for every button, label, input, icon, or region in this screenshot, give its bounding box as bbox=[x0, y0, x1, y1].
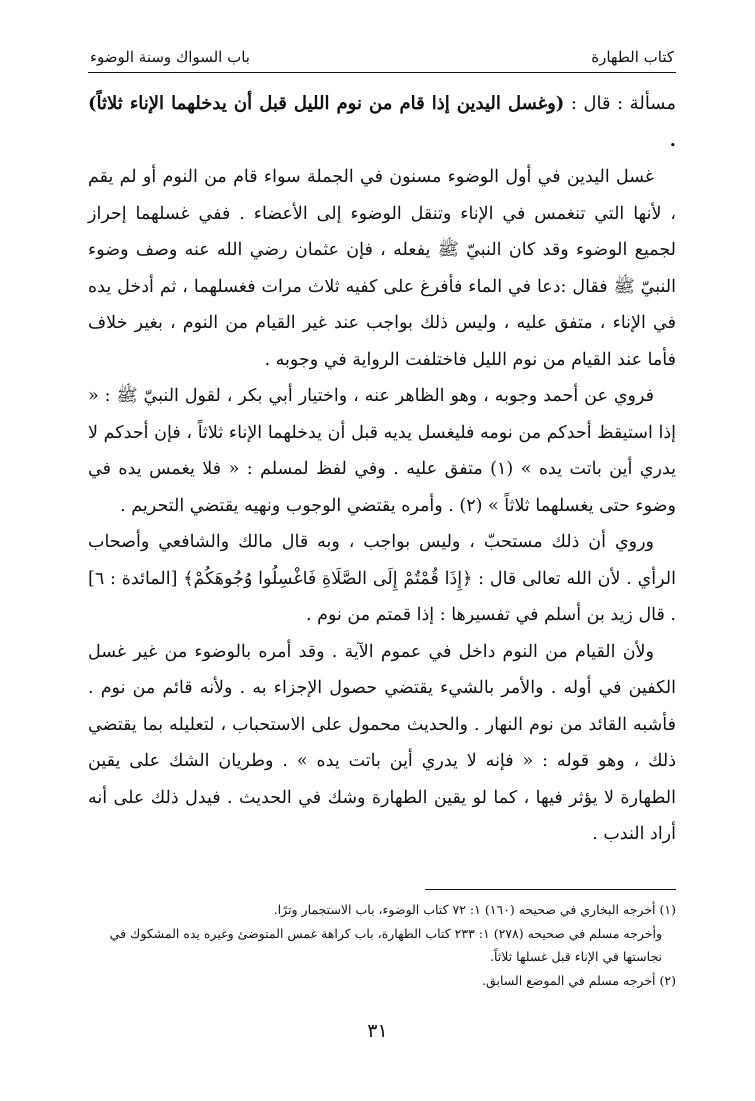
main-text bbox=[88, 86, 676, 853]
paragraph-3: وروي أن ذلك مستحبّ ، وليس بواجب ، وبه قال مالك والشافعي وأصحاب الرأي . لأن الله تعالى قال : ﴿إِذَا قُمْتُمْ إِلَى الصَّلَاةِ فَاغْسِلُوا وُجُوهَكُمْ﴾ [المائدة : ٦] . قال زيد بن أسلم في تفسيرها : إذا قمتم من نوم . bbox=[88, 532, 676, 625]
question-heading bbox=[88, 86, 676, 159]
footnote-divider bbox=[425, 889, 676, 890]
chapter-title: باب السواك وسنة الوضوء bbox=[90, 48, 250, 66]
footnote-1: (١) أخرجه البخاري في صحيحه (١٦٠) ١: ٧٢ كتاب الوضوء، باب الاستجمار وترًا. bbox=[273, 902, 676, 917]
footnotes bbox=[88, 898, 676, 992]
footnote-2: (٢) أخرجه مسلم في الموضع السابق. bbox=[482, 972, 676, 988]
header-divider bbox=[88, 72, 676, 73]
footnote-1-continued: وأخرجه مسلم في صحيحه (٢٧٨) ١: ٢٣٣ كتاب الطهارة، باب كراهة غمس المتوضئ وغيره يده المشكوك في نجاستها في الإناء قبل غسلها ثلاثاً. bbox=[109, 925, 662, 964]
question-lead: مسألة : قال : bbox=[564, 93, 676, 114]
paragraph-1: غسل اليدين في أول الوضوء مسنون في الجملة سواء قام من النوم أو لم يقم ، لأنها التي تنغمس في الإناء وتنقل الوضوء إلى الأعضاء . ففي غسلهما إحراز لجميع الوضوء وقد كان النبيّ ﷺ يفعله ، فإن عثمان رضي الله عنه وصف وضوء النبيّ ﷺ فقال :دعا في الماء فأفرغ على كفيه ثلاث مرات فغسلهما ، ثم أدخل يده في الإناء ، متفق عليه ، وليس ذلك بواجب عند غير القيام من النوم ، بغير خلاف فأما عند القيام من نوم الليل فاختلفت الرواية في وجوبه . bbox=[88, 167, 676, 370]
question-text: (وغسل اليدين إذا قام من نوم الليل قبل أن يدخلهما الإناء ثلاثاً) . bbox=[88, 93, 676, 151]
page-number: ٣١ bbox=[367, 1020, 388, 1042]
paragraph-4: ولأن القيام من النوم داخل في عموم الآية . وقد أمره بالوضوء من غير غسل الكفين في أوله . والأمر بالشيء يقتضي حصول الإجزاء به . ولأنه قائم من نوم . فأشبه القائد من نوم النهار . والحديث محمول على الاستحباب ، لتعليله بما يقتضي ذلك ، وهو قوله : « فإنه لا يدري أين باتت يده » . وطريان الشك على يقين الطهارة لا يؤثر فيها ، كما لو يقين الطهارة وشك في الحديث . فيدل ذلك على أنه أراد الندب . bbox=[88, 641, 676, 844]
paragraph-2: فروي عن أحمد وجوبه ، وهو الظاهر عنه ، واختيار أبي بكر ، لقول النبيّ ﷺ : « إذا استيقظ أحدكم من نومه فليغسل يديه قبل أن يدخلهما الإناء ثلاثاً ، فإن أحدكم لا يدري أين باتت يده » (١) متفق عليه . وفي لفظ لمسلم : « فلا يغمس يده في وضوء حتى يغسلهما ثلاثاً » (٢) . وأمره يقتضي الوجوب ونهيه يقتضي التحريم . bbox=[88, 386, 677, 516]
book-title: كتاب الطهارة bbox=[591, 48, 674, 66]
running-header bbox=[88, 34, 676, 68]
